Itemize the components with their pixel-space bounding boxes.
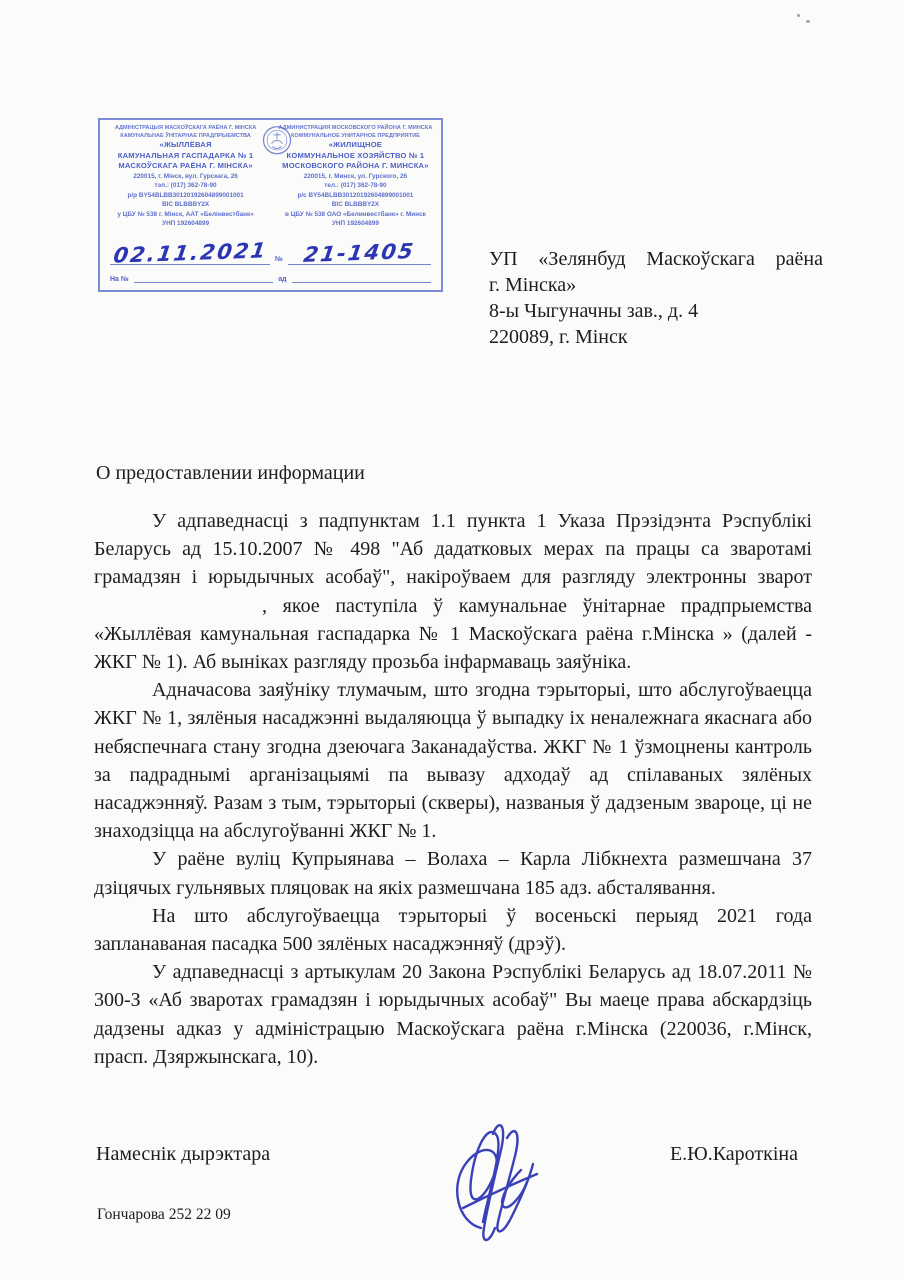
stamp-line: МАСКОЎСКАГА РАЁНА Г. МІНСКА»	[118, 161, 253, 170]
letter-body	[94, 507, 812, 1071]
blank-line	[292, 272, 431, 283]
subject-line: О предоставлении информации	[96, 462, 365, 484]
from-label: ад	[278, 275, 287, 283]
stamp-line: р/р BY54BLBB30120192604899001001	[127, 191, 244, 199]
stamp-columns	[104, 124, 437, 229]
stamp-line: КОММУНАЛЬНОЕ УНИТАРНОЕ ПРЕДПРИЯТИЕ	[291, 133, 420, 139]
stamp-line: КАМУНАЛЬНАЯ ГАСПАДАРКА № 1	[117, 150, 254, 160]
scan-artifact	[797, 14, 800, 17]
on-number-label: На №	[110, 275, 129, 283]
number-sign-label: №	[275, 255, 283, 263]
paragraph-2: Адначасова заяўніку тлумачым, што згодна тэрыторыі, што абслугоўваецца ЖКГ № 1, зялёныя насаджэнні выдаляюцца ў выпадку іх неналежнага якаснага або небяспечнага стану згодна дзеючага Заканадаўства. ЖКГ № 1 ўзмоцнены кантроль за падраднымі арганізацыямі па вывазу адходаў ад спілаваных зялёных насаджэнняў. Разам з тым, тэрыторыі (скверы), названыя ў дадзеным звароце, ці не знаходзіцца на абслугоўванні ЖКГ № 1.	[94, 679, 812, 843]
recipient-address-block	[489, 246, 823, 350]
stamp-line: в ЦБУ № 538 ОАО «Белинвестбанк» г. Минск	[284, 210, 426, 218]
handwritten-date	[110, 237, 270, 268]
stamp-line: тэл.: (017) 362-78-90	[154, 182, 217, 189]
paragraph-1	[94, 507, 812, 676]
handwritten-outgoing-number	[288, 238, 431, 267]
recipient-line: 220089, г. Мінск	[489, 326, 628, 348]
coat-of-arms-icon	[259, 124, 295, 160]
letterhead-stamp	[98, 118, 443, 292]
stamp-left-column	[104, 124, 267, 229]
handwritten-signature	[437, 1110, 555, 1260]
paragraph-1-text-b: , якое паступіла ў камунальнае ўнітарнае прадпрыемства «Жыллёвая камунальная гаспадарка № 1 Маскоўскага раёна г.Мінска » (далей - ЖКГ № 1). Аб выніках разгляду прозьба інфармаваць заяўніка.	[94, 594, 812, 674]
stamp-line: BIC BLBBBY2X	[331, 201, 380, 208]
redacted-blank	[94, 610, 262, 612]
stamp-reference-row	[104, 269, 437, 283]
signer-position: Намеснік дырэктара	[96, 1143, 271, 1165]
stamp-line: АДМИНИСТРАЦИЯ МОСКОВСКОГО РАЙОНА Г. МИНСКА	[278, 125, 433, 131]
stamp-line: КОММУНАЛЬНОЕ ХОЗЯЙСТВО № 1	[286, 150, 425, 160]
scan-artifact	[806, 20, 810, 23]
recipient-line: УП «Зелянбуд Маскоўскага раёна	[489, 248, 823, 270]
stamp-line: р/с BY54BLBB30120192604899001001	[297, 191, 414, 199]
recipient-line: 8-ы Чыгуначны зав., д. 4	[489, 300, 699, 322]
stamp-line: «ЖЫЛЛЁВАЯ	[159, 140, 212, 149]
stamp-line: тел.: (017) 362-78-90	[324, 182, 387, 189]
blank-line	[134, 272, 273, 283]
recipient-line: г. Мінска»	[489, 274, 577, 296]
handwritten-date-text: 02.11.2021	[111, 237, 269, 268]
paragraph-5: У адпаведнасці з артыкулам 20 Закона Рэспублікі Беларусь ад 18.07.2011 № 300-З «Аб зваротах грамадзян і юрыдычных асобаў" Вы маеце права абскардзіць дадзены адказ у адміністрацыю Маскоўскага раёна г.Мінска (220036, г.Мінск, прасп. Дзяржынскага, 10).	[94, 961, 812, 1068]
stamp-line: КАМУНАЛЬНАЕ ЎНІТАРНАЕ ПРАДПРЫЕМСТВА	[120, 133, 251, 139]
stamp-line: УНП 192604899	[162, 220, 210, 227]
stamp-line: УНП 192604899	[331, 220, 379, 227]
paragraph-1-text-a: У адпаведнасці з падпунктам 1.1 пункта 1 Указа Прэзідэнта Рэспублікі Беларусь ад 15.10.2007 № 498 "Аб дадатковых мерах па працы са зваротамі грамадзян і юрыдычных асобаў", накіроўваем для разгляду электронны зварот	[94, 510, 812, 589]
stamp-line: «ЖИЛИЩНОЕ	[328, 140, 383, 149]
paragraph-3: У раёне вуліц Купрыянава – Волаха – Карла Лібкнехта размешчана 37 дзіцячых гульнявых пляцовак на якіх размешчана 185 адз. абсталявання.	[94, 848, 812, 899]
paragraph-4: На што абслугоўваецца тэрыторыі ў восеньскі перыяд 2021 года запланаваная пасадка 500 зялёных насаджэнняў (дрэў).	[94, 904, 812, 956]
signer-name: Е.Ю.Кароткіна	[669, 1143, 798, 1165]
stamp-line: АДМІНІСТРАЦЫЯ МАСКОЎСКАГА РАЁНА Г. МІНСКА	[114, 125, 257, 131]
executor-contact: Гончарова 252 22 09	[97, 1206, 231, 1223]
stamp-date-number-row	[104, 231, 437, 268]
stamp-line: МОСКОВСКОГО РАЙОНА Г. МИНСКА»	[282, 161, 429, 170]
stamp-line: у ЦБУ № 538 г. Мінск, ААТ «Белінвестбанк»	[117, 210, 254, 218]
handwritten-number-text: 21-1405	[302, 238, 417, 267]
stamp-line: 220015, г. Минск, ул. Гурского, 26	[303, 172, 408, 180]
stamp-line: BIC BLBBBY2X	[161, 201, 210, 208]
stamp-line: 220015, г. Мінск, вул. Гурскага, 26	[133, 172, 238, 180]
stamp-right-column	[274, 124, 437, 229]
